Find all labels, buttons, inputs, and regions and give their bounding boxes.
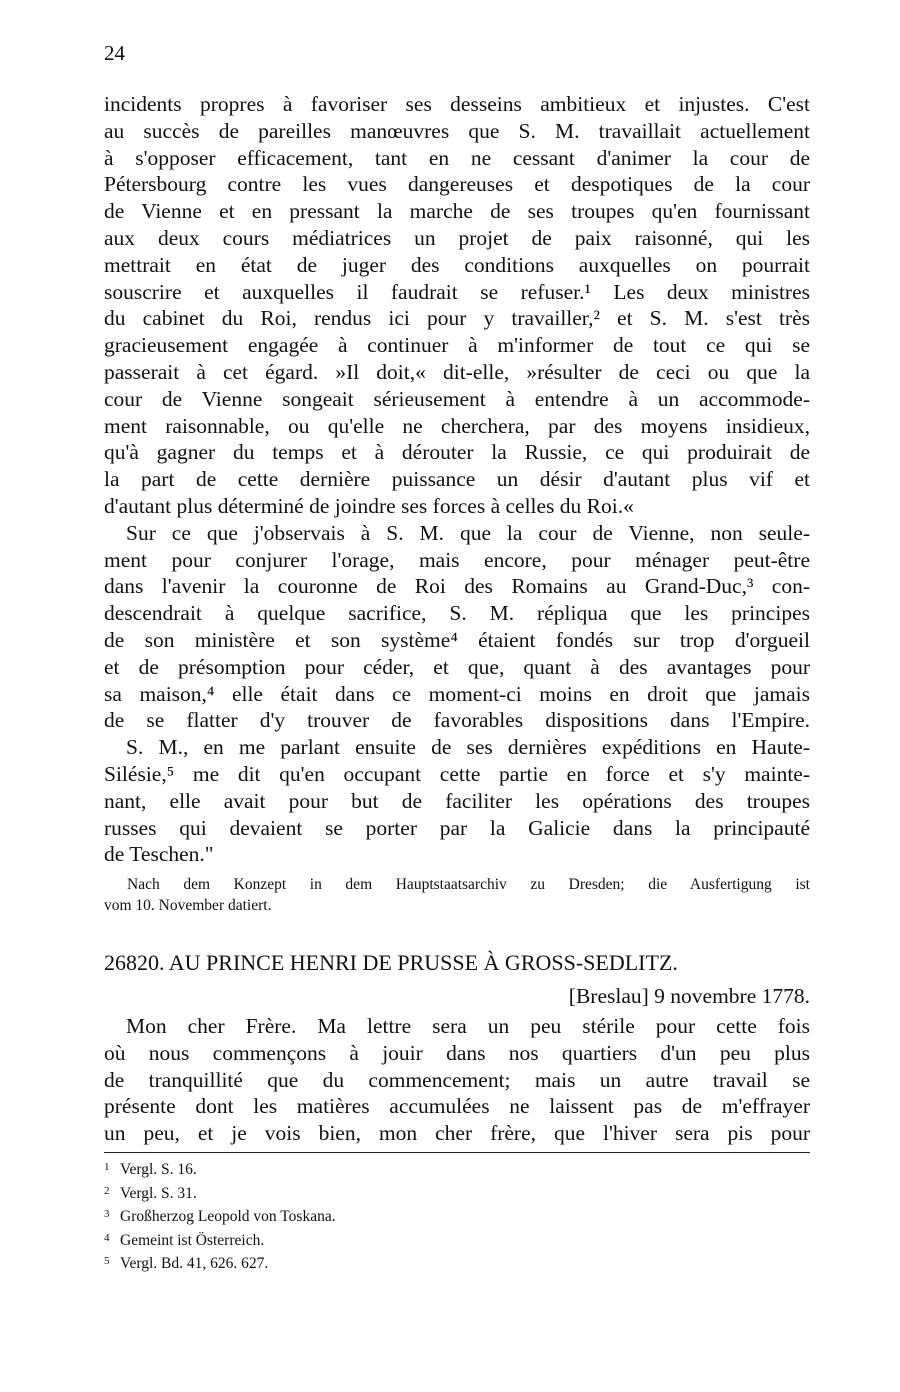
page-number: 24 (104, 41, 125, 65)
letter-line: de tranquillité que du commencement; mais un autre travail se (104, 1067, 810, 1092)
letter-heading: 26820. AU PRINCE HENRI DE PRUSSE À GROSS-SEDLITZ. (104, 950, 678, 975)
letter-text (104, 1013, 810, 1147)
body-line: S. M., en me parlant ensuite de ses dernières expéditions en Haute- (126, 735, 810, 760)
letter-line: un peu, et je vois bien, mon cher frère, que l'hiver sera pis pour (104, 1121, 810, 1146)
footnote-mark: 3 (104, 1208, 110, 1221)
footnote-text: Großherzog Leopold von Toskana. (120, 1208, 336, 1226)
body-line: de se flatter d'y trouver de favorables dispositions dans l'Empire. (104, 708, 810, 733)
body-line: cour de Vienne songeait sérieusement à entendre à un accommode- (104, 386, 810, 411)
body-line: nant, elle avait pour but de faciliter les opérations des troupes (104, 788, 810, 813)
footnote-text: Vergl. S. 16. (120, 1161, 197, 1178)
body-line: souscrire et auxquelles il faudrait se refuser.¹ Les deux ministres (104, 279, 810, 304)
body-line: aux deux cours médiatrices un projet de paix raisonné, qui les (104, 225, 810, 250)
footnote-mark: 1 (104, 1161, 110, 1173)
body-line: Silésie,⁵ me dit qu'en occupant cette partie en force et s'y mainte- (104, 761, 810, 786)
footnote-text: Gemeint ist Österreich. (120, 1231, 265, 1249)
body-line: incidents propres à favoriser ses desseins ambitieux et injustes. C'est (104, 92, 810, 116)
body-line: ment raisonnable, ou qu'elle ne cherchera, par des moyens insidieux, (104, 413, 810, 438)
body-line: au succès de pareilles manœuvres que S. M. travaillait actuellement (104, 118, 810, 143)
body-line: ment pour conjurer l'orage, mais encore, pour ménager peut-être (104, 547, 810, 572)
letter-line: présente dont les matières accumulées ne laissent pas de m'effrayer (104, 1094, 810, 1119)
footnote-mark: 4 (104, 1231, 110, 1244)
body-text (104, 91, 810, 868)
body-line: Sur ce que j'observais à S. M. que la cour de Vienne, non seule- (126, 520, 810, 545)
body-line: russes qui devaient se porter par la Galicie dans la principauté (104, 815, 810, 840)
body-line: qu'à gagner du temps et à dérouter la Russie, ce qui produirait de (104, 440, 810, 465)
body-line: la part de cette dernière puissance un désir d'autant plus vif et (104, 467, 810, 492)
footnote-mark: 2 (104, 1184, 110, 1197)
body-line: gracieusement engagée à continuer à m'informer de tout ce qui se (104, 333, 810, 358)
source-note (104, 874, 810, 916)
footnote (104, 1181, 810, 1205)
body-line: mettrait en état de juger des conditions auxquelles on pourrait (104, 252, 810, 277)
body-line: de son ministère et son système⁴ étaient fondés sur trop d'orgueil (104, 627, 810, 652)
body-line: Pétersbourg contre les vues dangereuses et despotiques de la cour (104, 172, 810, 197)
footnote-text: Vergl. Bd. 41, 626. 627. (120, 1255, 269, 1273)
letter-line: où nous commençons à jouir dans nos quartiers d'un peu plus (104, 1040, 810, 1065)
letter-dateline: [Breslau] 9 novembre 1778. (568, 984, 810, 1008)
letter-line: Mon cher Frère. Ma lettre sera un peu stérile pour cette fois (126, 1014, 810, 1038)
body-line: du cabinet du Roi, rendus ici pour y travailler,² et S. M. s'est très (104, 306, 810, 331)
footnote-divider (104, 1152, 810, 1153)
footnotes (104, 1157, 810, 1275)
body-line: dans l'avenir la couronne de Roi des Romains au Grand-Duc,³ con- (104, 574, 810, 599)
source-note-line: vom 10. November datiert. (104, 897, 272, 914)
footnote (104, 1251, 810, 1275)
body-line: descendrait à quelque sacrifice, S. M. répliqua que les principes (104, 601, 810, 626)
footnote (104, 1157, 810, 1181)
body-line: à s'opposer efficacement, tant en ne cessant d'animer la cour de (104, 145, 810, 170)
source-note-line: Nach dem Konzept in dem Hauptstaatsarchiv zu Dresden; die Ausfertigung ist (127, 876, 810, 893)
body-line: de Teschen." (104, 842, 214, 867)
body-line: et de présomption pour céder, et que, quant à des avantages pour (104, 654, 810, 679)
footnote-text: Vergl. S. 31. (120, 1184, 197, 1202)
footnote (104, 1228, 810, 1252)
footnote (104, 1204, 810, 1228)
body-line: d'autant plus déterminé de joindre ses forces à celles du Roi.« (104, 493, 634, 518)
body-line: de Vienne et en pressant la marche de ses troupes qu'en fournissant (104, 199, 810, 224)
body-line: sa maison,⁴ elle était dans ce moment-ci moins en droit que jamais (104, 681, 810, 706)
body-line: passerait à cet égard. »Il doit,« dit-elle, »résulter de ceci ou que la (104, 359, 810, 384)
footnote-mark: 5 (104, 1255, 110, 1268)
